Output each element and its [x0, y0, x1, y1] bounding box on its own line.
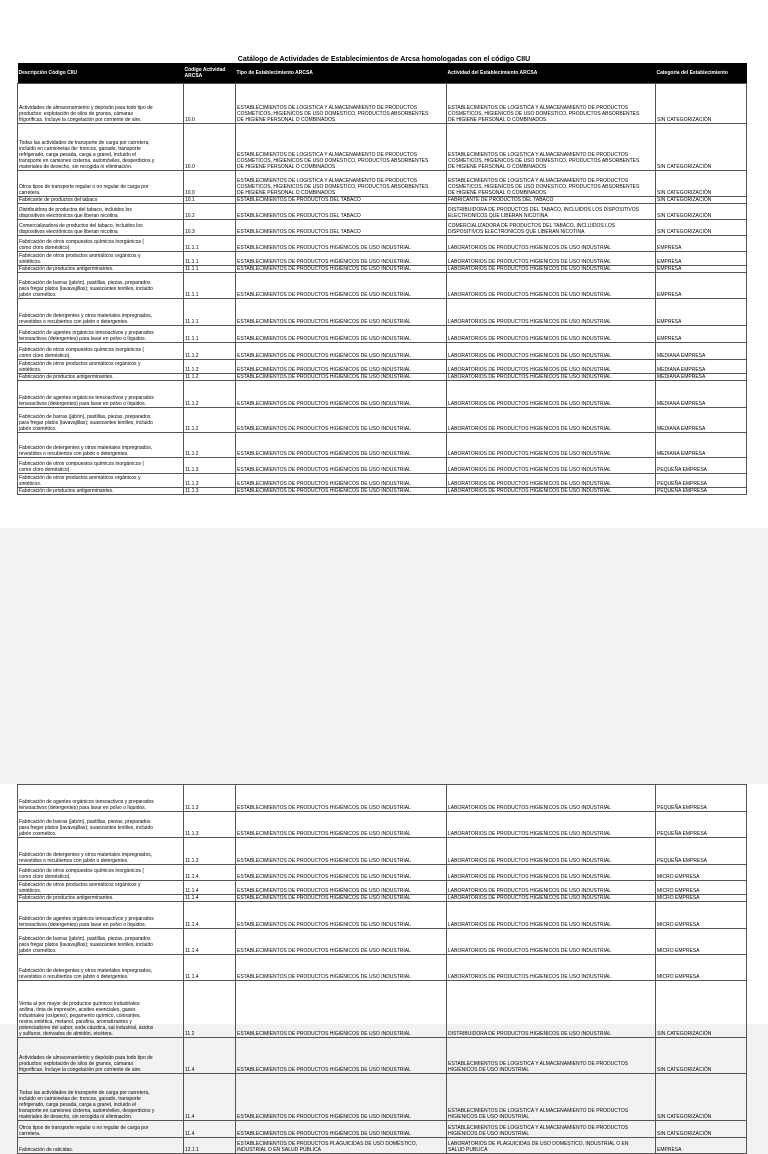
cell-categoria: SIN CATEGORIZACIÓN [656, 83, 747, 123]
document-page-1 [0, 0, 768, 528]
cell-categoria: MICRO EMPRESA [656, 881, 747, 895]
cell-actividad: ESTABLECIMIENTOS DE LOGISTICA Y ALMACENAMIENTO DE PRODUCTOS COSMETICOS, HIGIENICOS DE USO DOMESTICO, PRODUCTOS ABSORBENTES DE HIGIENE PERSONAL O COMBINADOS [447, 170, 656, 196]
cell-categoria: SIN CATEGORIZACIÓN [656, 196, 747, 203]
cell-categoria: PEQUEÑA EMPRESA [656, 812, 747, 838]
cell-tipo: ESTABLECIMIENTOS DE PRODUCTOS HIGIÉNICOS DE USO INDUSTRIAL [236, 457, 447, 473]
cell-codigo: 11.1.2 [184, 342, 236, 359]
table-row [18, 123, 747, 170]
cell-actividad: LABORATORIOS DE PRODUCTOS HIGIENICOS DE USO INDUSTRIAL [447, 902, 656, 929]
cell-actividad: LABORATORIOS DE PRODUCTOS HIGIENICOS DE USO INDUSTRIAL [447, 235, 656, 251]
table-row [18, 272, 747, 298]
cell-actividad: LABORATORIOS DE PRODUCTOS HIGIENICOS DE USO INDUSTRIAL [447, 785, 656, 812]
cell-actividad: LABORATORIOS DE PRODUCTOS HIGIENICOS DE USO INDUSTRIAL [447, 272, 656, 298]
cell-codigo: 11.1.1 [184, 235, 236, 251]
table-row [18, 865, 747, 881]
cell-descripcion: Fabricación de barras (jabón), pastillas, piezas, preparados para fregar platos (lavavajillas); suavizantes textiles, incluido jabón cosmético. [18, 272, 184, 298]
cell-descripcion: Fabricación de agentes orgánicos tensoactivos y preparados tensoactivos (detergentes) para lavar en polvo o líquidos. [18, 902, 184, 929]
table-header-row [18, 63, 747, 83]
cell-descripcion: Fabricación de otros productos aromáticos orgánicos y sintéticos. [18, 251, 184, 265]
cell-tipo: ESTABLECIMIENTOS DE PRODUCTOS HIGIÉNICOS DE USO INDUSTRIAL [236, 981, 447, 1038]
cell-actividad: LABORATORIOS DE PRODUCTOS HIGIENICOS DE USO INDUSTRIAL [447, 838, 656, 865]
table-row [18, 785, 747, 812]
cell-tipo: ESTABLECIMIENTOS DE PRODUCTOS HIGIÉNICOS DE USO INDUSTRIAL [236, 785, 447, 812]
cell-descripcion: Fabricación de otros compuestos químicos inorgánicos ( como cloro doméstico). [18, 235, 184, 251]
cell-tipo: ESTABLECIMIENTOS DE PRODUCTOS HIGIÉNICOS DE USO INDUSTRIAL [236, 865, 447, 881]
cell-tipo: ESTABLECIMIENTOS DE PRODUCTOS DEL TABACO [236, 219, 447, 235]
cell-codigo: 11.1.4 [184, 929, 236, 955]
cell-categoria: SIN CATEGORIZACIÓN [656, 219, 747, 235]
cell-actividad: LABORATORIOS DE PRODUCTOS HIGIENICOS DE USO INDUSTRIAL [447, 407, 656, 432]
cell-categoria: EMPRESA [656, 325, 747, 342]
cell-actividad: LABORATORIOS DE PRODUCTOS HIGIENICOS DE USO INDUSTRIAL [447, 380, 656, 407]
cell-descripcion: Fabricación de detergentes y otros materiales impregnados, revestidos o recubiertos con jabón o detergentes. [18, 432, 184, 457]
cell-actividad: LABORATORIOS DE PRODUCTOS HIGIENICOS DE USO INDUSTRIAL [447, 373, 656, 380]
cell-actividad: LABORATORIOS DE PRODUCTOS HIGIENICOS DE USO INDUSTRIAL [447, 298, 656, 325]
cell-actividad: DISTRIBUIDORA DE PRODUCTOS HIGIENICOS DE USO INDUSTRIAL [447, 981, 656, 1038]
cell-descripcion: Fabricación de barras (jabón), pastillas, piezas, preparados para fregar platos (lavavajillas); suavizantes textiles, incluido jabón cosmético. [18, 929, 184, 955]
cell-codigo: 11.1.4 [184, 895, 236, 902]
cell-actividad: LABORATORIOS DE PRODUCTOS HIGIENICOS DE USO INDUSTRIAL [447, 359, 656, 373]
cell-tipo: ESTABLECIMIENTOS DE PRODUCTOS PLAGUICIDAS DE USO DOMÉSTICO, INDUSTRIAL O EN SALUD PÚBLICA [236, 1138, 447, 1154]
cell-actividad: LABORATORIOS DE PRODUCTOS HIGIENICOS DE USO INDUSTRIAL [447, 325, 656, 342]
cell-categoria: MICRO EMPRESA [656, 895, 747, 902]
cell-codigo: 11.1.3 [184, 812, 236, 838]
cell-actividad: LABORATORIOS DE PRODUCTOS HIGIENICOS DE USO INDUSTRIAL [447, 955, 656, 981]
cell-categoria: EMPRESA [656, 251, 747, 265]
header-codigo: Código Actividad ARCSA [184, 63, 236, 83]
cell-categoria: EMPRESA [656, 272, 747, 298]
cell-categoria: MICRO EMPRESA [656, 865, 747, 881]
cell-tipo: ESTABLECIMIENTOS DE PRODUCTOS HIGIÉNICOS DE USO INDUSTRIAL [236, 265, 447, 272]
cell-categoria: PEQUEÑA EMPRESA [656, 487, 747, 494]
table-row [18, 432, 747, 457]
cell-codigo: 11.1.2 [184, 359, 236, 373]
cell-descripcion: Comercializadora de productos del tabaco, incluidos los dispositivos electrónicos que liberan nicotina [18, 219, 184, 235]
cell-codigo: 11.1.4 [184, 865, 236, 881]
cell-codigo: 11.1.4 [184, 955, 236, 981]
cell-descripcion: Fabricación de productos antigerminantes. [18, 265, 184, 272]
table-row [18, 265, 747, 272]
cell-actividad: LABORATORIOS DE PRODUCTOS HIGIENICOS DE USO INDUSTRIAL [447, 812, 656, 838]
cell-actividad: ESTABLECIMIENTOS DE LOGISTICA Y ALMACENAMIENTO DE PRODUCTOS HIGIENICOS DE USO INDUSTRIAL [447, 1121, 656, 1138]
cell-tipo: ESTABLECIMIENTOS DE PRODUCTOS HIGIÉNICOS DE USO INDUSTRIAL [236, 1038, 447, 1074]
cell-descripcion: Actividades de almacenamiento y depósito para todo tipo de productos: explotación de silos de granos, cámaras frigoríficas. Incluye la congelación por corriente de aire. [18, 83, 184, 123]
cell-categoria: MEDIANA EMPRESA [656, 432, 747, 457]
cell-descripcion: Fabricación de agentes orgánicos tensoactivos y preparados tensoactivos (detergentes) para lavar en polvo o líquidos. [18, 785, 184, 812]
cell-descripcion: Fabricación de otros productos aromáticos orgánicos y sintéticos. [18, 881, 184, 895]
cell-codigo: 11.2 [184, 981, 236, 1038]
cell-descripcion: Actividades de almacenamiento y depósito para todo tipo de productos: explotación de silos de granos, cámaras frigoríficas. Incluye la congelación por corriente de aire. [18, 1038, 184, 1074]
cell-codigo: 10.1 [184, 196, 236, 203]
cell-tipo: ESTABLECIMIENTOS DE PRODUCTOS HIGIÉNICOS DE USO INDUSTRIAL [236, 407, 447, 432]
cell-codigo: 11.1.2 [184, 380, 236, 407]
cell-actividad: COMERCIALIZADORA DE PRODUCTOS DEL TABACO, INCLUIDOS LOS DISPOSITIVOS ELECTRONICOS QUE LIBERAN NICOTINA [447, 219, 656, 235]
cell-actividad: LABORATORIOS DE PRODUCTOS HIGIENICOS DE USO INDUSTRIAL [447, 473, 656, 487]
cell-descripcion: Fabricación de otros productos aromáticos orgánicos y sintéticos. [18, 359, 184, 373]
document-page-2 [0, 784, 768, 1153]
cell-tipo: ESTABLECIMIENTOS DE PRODUCTOS DEL TABACO [236, 203, 447, 219]
table-row [18, 981, 747, 1038]
table-row [18, 929, 747, 955]
cell-categoria: SIN CATEGORIZACIÓN [656, 1121, 747, 1138]
table-row [18, 325, 747, 342]
cell-codigo: 11.1.1 [184, 325, 236, 342]
cell-categoria: MICRO EMPRESA [656, 929, 747, 955]
cell-tipo: ESTABLECIMIENTOS DE PRODUCTOS HIGIÉNICOS DE USO INDUSTRIAL [236, 235, 447, 251]
table-row [18, 1038, 747, 1074]
cell-codigo: 11.1.2 [184, 432, 236, 457]
cell-codigo: 10.0 [184, 83, 236, 123]
cell-actividad: FABRICANTE DE PRODUCTOS DEL TABACO [447, 196, 656, 203]
table-row [18, 457, 747, 473]
header-descripcion: Descripción Código CIIU [18, 63, 184, 83]
cell-actividad: LABORATORIOS DE PRODUCTOS HIGIENICOS DE USO INDUSTRIAL [447, 895, 656, 902]
cell-descripcion: Venta al por mayor de productos químicos industriales: anilina, tinta de impresión, aceites esenciales, gases industriales (oxígeno), pegamento químico, colorantes, resina sintética, metanol, parafina, aromatizantes y potenciadores del sabor, soda cáustica, sal industrial, ácidos y sulfuros, derivados de almidón, etcétera. [18, 981, 184, 1038]
cell-categoria: MEDIANA EMPRESA [656, 380, 747, 407]
cell-tipo: ESTABLECIMIENTOS DE PRODUCTOS HIGIÉNICOS DE USO INDUSTRIAL [236, 473, 447, 487]
cell-categoria: SIN CATEGORIZACIÓN [656, 1038, 747, 1074]
cell-tipo: ESTABLECIMIENTOS DE LOGISTICA Y ALMACENAMIENTO DE PRODUCTOS COSMETICOS, HIGIENICOS DE USO DOMESTICO, PRODUCTOS ABSORBENTES DE HIGIENE PERSONAL O COMBINADOS [236, 170, 447, 196]
cell-tipo: ESTABLECIMIENTOS DE PRODUCTOS HIGIÉNICOS DE USO INDUSTRIAL [236, 955, 447, 981]
cell-tipo: ESTABLECIMIENTOS DE PRODUCTOS HIGIÉNICOS DE USO INDUSTRIAL [236, 487, 447, 494]
cell-categoria: EMPRESA [656, 235, 747, 251]
cell-codigo: 11.1.4 [184, 881, 236, 895]
cell-descripcion: Fabricación de detergentes y otros materiales impregnados, revestidos o recubiertos con jabón o detergentes. [18, 298, 184, 325]
cell-categoria: SIN CATEGORIZACIÓN [656, 1074, 747, 1121]
table-row [18, 1121, 747, 1138]
cell-descripcion: Fabricación de detergentes y otros materiales impregnados, revestidos o recubiertos con jabón o detergentes. [18, 955, 184, 981]
cell-categoria: MICRO EMPRESA [656, 955, 747, 981]
table-row [18, 83, 747, 123]
table-row [18, 359, 747, 373]
cell-tipo: ESTABLECIMIENTOS DE PRODUCTOS HIGIÉNICOS DE USO INDUSTRIAL [236, 895, 447, 902]
cell-tipo: ESTABLECIMIENTOS DE PRODUCTOS HIGIÉNICOS DE USO INDUSTRIAL [236, 251, 447, 265]
table-row [18, 1074, 747, 1121]
cell-codigo: 12.1.1 [184, 1138, 236, 1154]
cell-codigo: 11.1.3 [184, 838, 236, 865]
cell-codigo: 11.1.1 [184, 298, 236, 325]
cell-codigo: 11.1.3 [184, 487, 236, 494]
cell-actividad: LABORATORIOS DE PRODUCTOS HIGIENICOS DE USO INDUSTRIAL [447, 929, 656, 955]
cell-codigo: 11.1.1 [184, 251, 236, 265]
cell-actividad: DISTRIBUIDORA DE PRODUCTOS DEL TABACO, INCLUIDOS LOS DISPOSITIVOS ELECTRONICOS QUE LIBERAN NICOTINA [447, 203, 656, 219]
cell-codigo: 11.4 [184, 1038, 236, 1074]
cell-codigo: 11.4 [184, 1121, 236, 1138]
table-row [18, 902, 747, 929]
table-row [18, 487, 747, 494]
cell-actividad: LABORATORIOS DE PRODUCTOS HIGIENICOS DE USO INDUSTRIAL [447, 265, 656, 272]
cell-tipo: ESTABLECIMIENTOS DE PRODUCTOS HIGIÉNICOS DE USO INDUSTRIAL [236, 838, 447, 865]
cell-descripcion: Fabricación de barras (jabón), pastillas, piezas, preparados para fregar platos (lavavajillas); suavizantes textiles, incluido jabón cosmético. [18, 407, 184, 432]
cell-categoria: MEDIANA EMPRESA [656, 342, 747, 359]
cell-actividad: LABORATORIOS DE PRODUCTOS HIGIENICOS DE USO INDUSTRIAL [447, 487, 656, 494]
cell-tipo: ESTABLECIMIENTOS DE PRODUCTOS HIGIÉNICOS DE USO INDUSTRIAL [236, 812, 447, 838]
header-tipo: Tipo de Establecimiento ARCSA [236, 63, 447, 83]
cell-actividad: LABORATORIOS DE PRODUCTOS HIGIENICOS DE USO INDUSTRIAL [447, 881, 656, 895]
cell-tipo: ESTABLECIMIENTOS DE PRODUCTOS DEL TABACO [236, 196, 447, 203]
table-row [18, 380, 747, 407]
cell-descripcion: Otros tipos de transporte regular o no regular de carga por carretera. [18, 170, 184, 196]
cell-actividad: LABORATORIOS DE PRODUCTOS HIGIENICOS DE USO INDUSTRIAL [447, 457, 656, 473]
cell-actividad: LABORATORIOS DE PRODUCTOS HIGIENICOS DE USO INDUSTRIAL [447, 865, 656, 881]
cell-actividad: LABORATORIOS DE PRODUCTOS HIGIENICOS DE USO INDUSTRIAL [447, 432, 656, 457]
cell-tipo: ESTABLECIMIENTOS DE PRODUCTOS HIGIÉNICOS DE USO INDUSTRIAL [236, 380, 447, 407]
cell-tipo: ESTABLECIMIENTOS DE PRODUCTOS HIGIÉNICOS DE USO INDUSTRIAL [236, 373, 447, 380]
table-row [18, 407, 747, 432]
cell-categoria: PEQUEÑA EMPRESA [656, 785, 747, 812]
cell-tipo: ESTABLECIMIENTOS DE PRODUCTOS HIGIÉNICOS DE USO INDUSTRIAL [236, 929, 447, 955]
cell-descripcion: Fabricación de productos antigerminantes. [18, 373, 184, 380]
cell-descripcion: Fabricación de productos antigerminantes. [18, 895, 184, 902]
table-row [18, 812, 747, 838]
table-row [18, 170, 747, 196]
cell-actividad: LABORATORIOS DE PRODUCTOS HIGIENICOS DE USO INDUSTRIAL [447, 251, 656, 265]
table-row [18, 838, 747, 865]
cell-actividad: LABORATORIOS DE PRODUCTOS HIGIENICOS DE USO INDUSTRIAL [447, 342, 656, 359]
table-row [18, 196, 747, 203]
cell-tipo: ESTABLECIMIENTOS DE PRODUCTOS HIGIÉNICOS DE USO INDUSTRIAL [236, 298, 447, 325]
cell-categoria: PEQUEÑA EMPRESA [656, 838, 747, 865]
cell-descripcion: Fabricación de agentes orgánicos tensoactivos y preparados tensoactivos (detergentes) para lavar en polvo o líquidos. [18, 380, 184, 407]
header-actividad: Actividad del Establecimiento ARCSA [447, 63, 656, 83]
cell-categoria: SIN CATEGORIZACIÓN [656, 203, 747, 219]
cell-categoria: EMPRESA [656, 265, 747, 272]
cell-codigo: 10.0 [184, 170, 236, 196]
cell-codigo: 11.1.2 [184, 407, 236, 432]
cell-codigo: 11.1.3 [184, 457, 236, 473]
cell-descripcion: Fabricación de agentes orgánicos tensoactivos y preparados tensoactivos (detergentes) para lavar en polvo o líquidos. [18, 325, 184, 342]
cell-codigo: 11.1.2 [184, 373, 236, 380]
table-row [18, 473, 747, 487]
table-row [18, 342, 747, 359]
activities-table-continued [17, 784, 747, 1154]
cell-categoria: PEQUEÑA EMPRESA [656, 457, 747, 473]
cell-codigo: 11.1.3 [184, 473, 236, 487]
cell-codigo: 11.1.1 [184, 265, 236, 272]
cell-tipo: ESTABLECIMIENTOS DE PRODUCTOS HIGIÉNICOS DE USO INDUSTRIAL [236, 902, 447, 929]
cell-categoria: MEDIANA EMPRESA [656, 407, 747, 432]
cell-descripcion: Distribuidora de productos del tabaco, incluidos los dispositivos electrónicos que liberan nicotina [18, 203, 184, 219]
cell-codigo: 10.3 [184, 219, 236, 235]
table-row [18, 881, 747, 895]
cell-descripcion: Fabricación de productos antigerminantes. [18, 487, 184, 494]
cell-categoria: PEQUEÑA EMPRESA [656, 473, 747, 487]
table-row [18, 373, 747, 380]
cell-descripcion: Todas las actividades de transporte de carga por carretera, incluido en camionetas de: troncos, ganado, transporte refrigerado, carga pesada, carga a granel, incluido el transporte en camiones cisterna, automóviles, desperdicios y materiales de desecho, sin recogida ni eliminación. [18, 123, 184, 170]
cell-codigo: 10.0 [184, 123, 236, 170]
cell-descripcion: Fabricación de detergentes y otros materiales impregnados, revestidos o recubiertos con jabón o detergentes. [18, 838, 184, 865]
table-row [18, 955, 747, 981]
cell-actividad: ESTABLECIMIENTOS DE LOGISTICA Y ALMACENAMIENTO DE PRODUCTOS COSMETICOS, HIGIENICOS DE USO DOMESTICO, PRODUCTOS ABSORBENTES DE HIGIENE PERSONAL O COMBINADOS [447, 123, 656, 170]
cell-categoria: SIN CATEGORIZACIÓN [656, 981, 747, 1038]
cell-tipo: ESTABLECIMIENTOS DE PRODUCTOS HIGIÉNICOS DE USO INDUSTRIAL [236, 359, 447, 373]
cell-categoria: EMPRESA [656, 1138, 747, 1154]
cell-descripcion: Fabricación de otros compuestos químicos inorgánicos ( como cloro doméstico). [18, 457, 184, 473]
cell-actividad: ESTABLECIMIENTOS DE LOGISTICA Y ALMACENAMIENTO DE PRODUCTOS HIGIENICOS DE USO INDUSTRIAL [447, 1038, 656, 1074]
cell-codigo: 11.1.3 [184, 785, 236, 812]
cell-tipo: ESTABLECIMIENTOS DE PRODUCTOS HIGIÉNICOS DE USO INDUSTRIAL [236, 1121, 447, 1138]
document-title: Catálogo de Actividades de Establecimientos de Arcsa homologadas con el código CIIU [237, 56, 531, 63]
cell-tipo: ESTABLECIMIENTOS DE PRODUCTOS HIGIÉNICOS DE USO INDUSTRIAL [236, 1074, 447, 1121]
cell-tipo: ESTABLECIMIENTOS DE PRODUCTOS HIGIÉNICOS DE USO INDUSTRIAL [236, 342, 447, 359]
table-row [18, 203, 747, 219]
cell-actividad: LABORATORIOS DE PLAGUICIDAS DE USO DOMESTICO, INDUSTRIAL O EN SALUD PUBLICA [447, 1138, 656, 1154]
table-row [18, 1138, 747, 1154]
cell-tipo: ESTABLECIMIENTOS DE LOGISTICA Y ALMACENAMIENTO DE PRODUCTOS COSMETICOS, HIGIENICOS DE USO DOMESTICO, PRODUCTOS ABSORBENTES DE HIGIENE PERSONAL O COMBINADOS [236, 123, 447, 170]
table-row [18, 251, 747, 265]
cell-tipo: ESTABLECIMIENTOS DE PRODUCTOS HIGIÉNICOS DE USO INDUSTRIAL [236, 881, 447, 895]
table-row [18, 895, 747, 902]
cell-codigo: 10.2 [184, 203, 236, 219]
table-row [18, 219, 747, 235]
header-categoria: Categoría del Establecimiento [656, 63, 747, 83]
cell-descripcion: Fabricación de otros productos aromáticos orgánicos y sintéticos. [18, 473, 184, 487]
cell-categoria: MEDIANA EMPRESA [656, 373, 747, 380]
cell-actividad: ESTABLECIMIENTOS DE LOGISTICA Y ALMACENAMIENTO DE PRODUCTOS COSMETICOS, HIGIENICOS DE USO DOMESTICO, PRODUCTOS ABSORBENTES DE HIGIENE PERSONAL O COMBINADOS [447, 83, 656, 123]
cell-categoria: SIN CATEGORIZACIÓN [656, 170, 747, 196]
cell-tipo: ESTABLECIMIENTOS DE LOGISTICA Y ALMACENAMIENTO DE PRODUCTOS COSMETICOS, HIGIENICOS DE USO DOMESTICO, PRODUCTOS ABSORBENTES DE HIGIENE PERSONAL O COMBINADOS [236, 83, 447, 123]
cell-categoria: EMPRESA [656, 298, 747, 325]
cell-descripcion: Otros tipos de transporte regular o no regular de carga por carretera. [18, 1121, 184, 1138]
table-row [18, 235, 747, 251]
cell-descripcion: Fabricación de raticidas. [18, 1138, 184, 1154]
cell-descripcion: Fabricación de otros compuestos químicos inorgánicos ( como cloro doméstico). [18, 342, 184, 359]
cell-descripcion: Todas las actividades de transporte de carga por carretera, incluido en camionetas de: troncos, ganado, transporte refrigerado, carga pesada, carga a granel, incluido el transporte en camiones cisterna, automóviles, desperdicios y materiales de desecho, sin recogida ni eliminación. [18, 1074, 184, 1121]
cell-categoria: MEDIANA EMPRESA [656, 359, 747, 373]
cell-codigo: 11.4 [184, 1074, 236, 1121]
cell-codigo: 11.1.1 [184, 272, 236, 298]
cell-codigo: 11.1.4 [184, 902, 236, 929]
cell-categoria: SIN CATEGORIZACIÓN [656, 123, 747, 170]
cell-descripcion: Fabricación de barras (jabón), pastillas, piezas, preparados para fregar platos (lavavajillas); suavizantes textiles, incluido jabón cosmético. [18, 812, 184, 838]
cell-actividad: ESTABLECIMIENTOS DE LOGISTICA Y ALMACENAMIENTO DE PRODUCTOS HIGIENICOS DE USO INDUSTRIAL [447, 1074, 656, 1121]
cell-descripcion: Fabricante de productos del tabaco [18, 196, 184, 203]
cell-tipo: ESTABLECIMIENTOS DE PRODUCTOS HIGIÉNICOS DE USO INDUSTRIAL [236, 432, 447, 457]
cell-categoria: MICRO EMPRESA [656, 902, 747, 929]
cell-tipo: ESTABLECIMIENTOS DE PRODUCTOS HIGIÉNICOS DE USO INDUSTRIAL [236, 325, 447, 342]
table-row [18, 298, 747, 325]
cell-descripcion: Fabricación de otros compuestos químicos inorgánicos ( como cloro doméstico). [18, 865, 184, 881]
cell-tipo: ESTABLECIMIENTOS DE PRODUCTOS HIGIÉNICOS DE USO INDUSTRIAL [236, 272, 447, 298]
activities-table [17, 63, 747, 495]
